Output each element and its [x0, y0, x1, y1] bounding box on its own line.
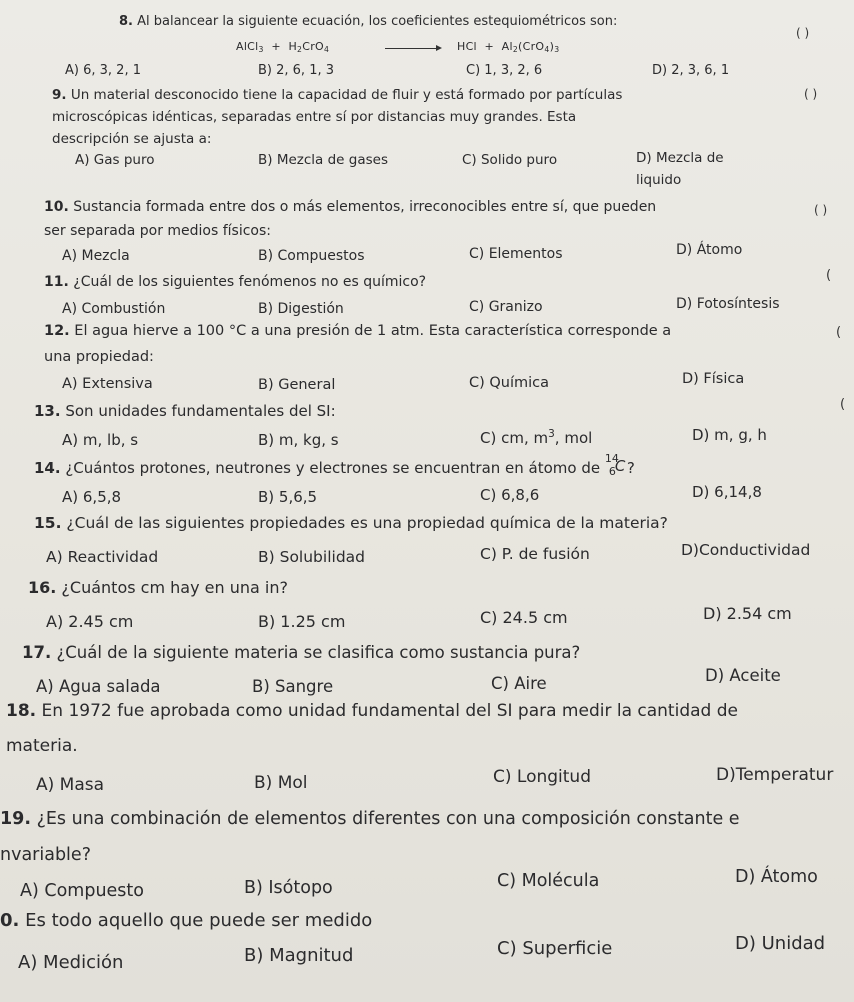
question-19-line1: 19. ¿Es una combinación de elementos diferentes con una composición constante e — [0, 809, 740, 829]
chemical-equation-products: HCl + $Al_2(CrO_4)_3$ — [457, 40, 560, 54]
option-12b[interactable]: B) General — [258, 377, 336, 393]
option-19d[interactable]: D) Átomo — [735, 867, 818, 887]
option-8a[interactable]: A) 6, 3, 2, 1 — [65, 63, 141, 78]
answer-paren-12[interactable]: ( — [836, 325, 842, 340]
option-20b[interactable]: B) Magnitud — [244, 945, 354, 966]
option-9c[interactable]: C) Solido puro — [462, 152, 558, 168]
option-17b[interactable]: B) Sangre — [252, 677, 334, 696]
option-16c[interactable]: C) 24.5 cm — [480, 608, 568, 627]
option-19a[interactable]: A) Compuesto — [20, 881, 144, 901]
option-16b[interactable]: B) 1.25 cm — [258, 612, 346, 631]
question-10-line2: ser separada por medios físicos: — [44, 223, 272, 239]
option-19b[interactable]: B) Isótopo — [244, 878, 333, 898]
question-18-line2: materia. — [6, 736, 78, 756]
option-19c[interactable]: C) Molécula — [497, 871, 600, 891]
option-8c[interactable]: C) 1, 3, 2, 6 — [466, 63, 543, 78]
option-10b[interactable]: B) Compuestos — [258, 248, 365, 264]
question-9-line2: microscópicas idénticas, separadas entre sí por distancias muy grandes. Esta — [52, 109, 577, 125]
question-17: 17. ¿Cuál de la siguiente materia se clasifica como sustancia pura? — [22, 643, 581, 662]
answer-paren-11[interactable]: ( — [826, 268, 832, 283]
answer-paren-10[interactable]: ( ) — [814, 203, 828, 217]
question-10-line1: 10. Sustancia formada entre dos o más elementos, irreconocibles entre sí, que pueden — [44, 199, 657, 215]
option-12c[interactable]: C) Química — [469, 375, 550, 391]
option-11c[interactable]: C) Granizo — [469, 299, 543, 315]
chemical-equation: AlCl$_3$ + $H_2CrO_4$ — [236, 40, 330, 54]
option-16d[interactable]: D) 2.54 cm — [703, 604, 792, 623]
carbon-isotope-notation: 14 6 C — [604, 452, 626, 478]
option-9d[interactable]: D) Mezcla de — [636, 150, 724, 166]
question-11: 11. ¿Cuál de los siguientes fenómenos no es químico? — [44, 274, 427, 290]
option-14b[interactable]: B) 5,6,5 — [258, 488, 318, 506]
question-19-line2: nvariable? — [0, 845, 91, 865]
option-10c[interactable]: C) Elementos — [469, 246, 563, 262]
option-18a[interactable]: A) Masa — [36, 775, 105, 795]
q12-temperature: 100 °C — [196, 323, 247, 339]
option-12a[interactable]: A) Extensiva — [62, 376, 153, 392]
option-12d[interactable]: D) Física — [682, 371, 745, 387]
option-11a[interactable]: A) Combustión — [62, 301, 166, 317]
question-16: 16. ¿Cuántos cm hay en una in? — [28, 578, 288, 597]
reaction-arrow — [385, 48, 440, 49]
option-15d[interactable]: D)Conductividad — [681, 541, 811, 559]
option-10a[interactable]: A) Mezcla — [62, 248, 130, 264]
option-9d-cont: liquido — [636, 172, 682, 188]
question-20: 0. Es todo aquello que puede ser medido — [0, 910, 373, 931]
option-14c[interactable]: C) 6,8,6 — [480, 486, 540, 504]
option-18b[interactable]: B) Mol — [254, 773, 308, 793]
q12-text-a: 12. El agua hierve a — [44, 323, 197, 339]
question-9-line1: 9. Un material desconocido tiene la capacidad de fluir y está formado por partículas — [52, 87, 623, 103]
option-15a[interactable]: A) Reactividad — [46, 548, 159, 566]
option-20c[interactable]: C) Superficie — [497, 938, 613, 959]
option-14d[interactable]: D) 6,14,8 — [692, 483, 762, 501]
option-11d[interactable]: D) Fotosíntesis — [676, 296, 780, 312]
option-13d[interactable]: D) m, g, h — [692, 426, 767, 444]
question-14: 14. ¿Cuántos protones, neutrones y electrones se encuentran en átomo de 14 6 C ? — [34, 452, 635, 478]
option-15c[interactable]: C) P. de fusión — [480, 545, 590, 563]
option-18d[interactable]: D)Temperatur — [716, 765, 834, 785]
q12-text-b: a una presión de 1 atm. Esta característica corresponde a — [246, 323, 672, 339]
option-14a[interactable]: A) 6,5,8 — [62, 488, 122, 506]
option-9b[interactable]: B) Mezcla de gases — [258, 152, 388, 168]
question-12-line1 — [44, 323, 671, 339]
option-17c[interactable]: C) Aire — [491, 674, 547, 693]
question-12-line2: una propiedad: — [44, 349, 154, 365]
option-20a[interactable]: A) Medición — [18, 952, 124, 973]
question-8: 8. Al balancear la siguiente ecuación, los coeficientes estequiométricos son: — [119, 14, 618, 29]
question-18-line1: 18. En 1972 fue aprobada como unidad fundamental del SI para medir la cantidad de — [6, 701, 738, 721]
option-11b[interactable]: B) Digestión — [258, 301, 344, 317]
question-15: 15. ¿Cuál de las siguientes propiedades es una propiedad química de la materia? — [34, 514, 668, 532]
option-17a[interactable]: A) Agua salada — [36, 677, 161, 696]
option-8d[interactable]: D) 2, 3, 6, 1 — [652, 63, 730, 78]
option-17d[interactable]: D) Aceite — [705, 666, 781, 685]
option-9a[interactable]: A) Gas puro — [75, 152, 155, 168]
option-8b[interactable]: B) 2, 6, 1, 3 — [258, 63, 335, 78]
question-13: 13. Son unidades fundamentales del SI: — [34, 402, 336, 420]
option-13a[interactable]: A) m, lb, s — [62, 431, 139, 449]
answer-paren-8[interactable]: ( ) — [796, 26, 810, 40]
option-13c[interactable]: C) cm, $m^3$, mol — [480, 428, 593, 447]
question-9-line3: descripción se ajusta a: — [52, 131, 212, 147]
option-16a[interactable]: A) 2.45 cm — [46, 612, 134, 631]
option-20d[interactable]: D) Unidad — [735, 933, 826, 954]
option-13b[interactable]: B) m, kg, s — [258, 431, 339, 449]
option-18c[interactable]: C) Longitud — [493, 767, 591, 787]
option-15b[interactable]: B) Solubilidad — [258, 548, 365, 566]
answer-paren-13[interactable]: ( — [840, 397, 846, 412]
option-10d[interactable]: D) Átomo — [676, 242, 743, 258]
answer-paren-9[interactable]: ( ) — [804, 87, 818, 101]
